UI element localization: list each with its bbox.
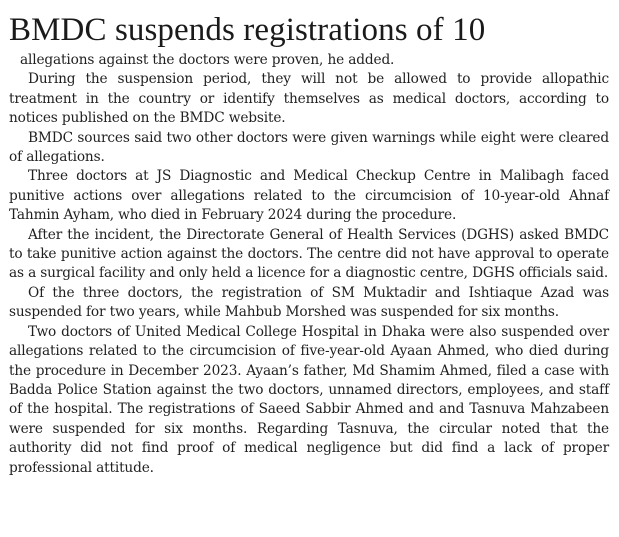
paragraph-js-diagnostic: Three doctors at JS Diagnostic and Medical Checkup Centre in Malibagh faced punitive actions over allegations related to the circumcision of 10-year-old Ahnaf Tahmin Ayham, who died in February 2024 during the procedure. [9,168,609,224]
article-body [9,51,609,478]
paragraph-dghs: After the incident, the Directorate General of Health Services (DGHS) asked BMDC to take punitive action against the doctors. The centre did not have approval to operate as a surgical facility and only held a licence for a diagnostic centre, DGHS officials said. [9,226,609,282]
paragraph-suspension-terms: During the suspension period, they will not be allowed to provide allopathic treatment in the country or identify themselves as medical doctors, according to notices published on the BMDC website. [9,71,609,127]
paragraph-continuation: allegations against the doctors were proven, he added. [20,52,395,68]
paragraph-united-medical: Two doctors of United Medical College Hospital in Dhaka were also suspended over allegations related to the circumcision of five-year-old Ayaan Ahmed, who died during the procedure in December 2023. Ayaan’s father, Md Shamim Ahmed, filed a case with Badda Police Station against the two doctors, unnamed directors, employees, and staff of the hospital. The registrations of Saeed Sabbir Ahmed and and Tasnuva Mahzabeen were suspended for six months. Regarding Tasnuva, the circular noted that the authority did not find proof of medical negligence but did find a lack of proper professional attitude. [9,323,609,476]
headline: BMDC suspends registrations of 10 [9,12,486,48]
paragraph-three-doctors: Of the three doctors, the registration of SM Muktadir and Ishtiaque Azad was suspended for two years, while Mahbub Morshed was suspended for six months. [9,284,609,321]
paragraph-warnings: BMDC sources said two other doctors were given warnings while eight were cleared of allegations. [9,129,609,166]
